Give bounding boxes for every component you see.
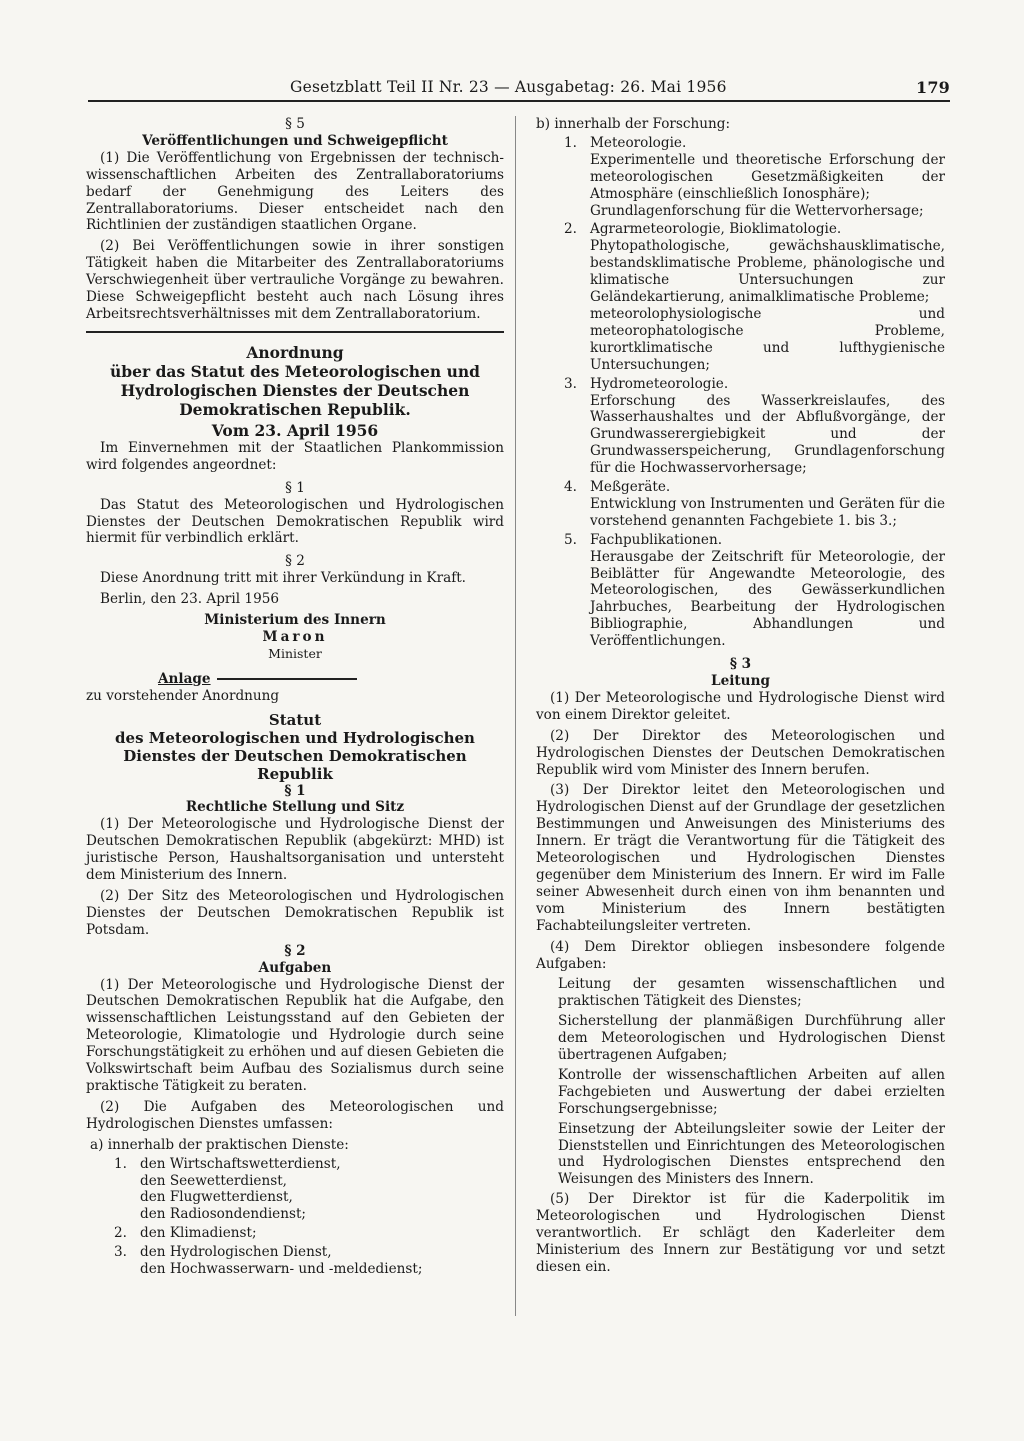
list-item-number: 2.	[114, 1225, 127, 1242]
list-item-number: 2.	[564, 221, 577, 238]
list-item-text: den Klimadienst;	[140, 1225, 257, 1242]
research-item-5-text-1: Herausgabe der Zeitschrift für Meteorologie, der Beiblätter für Angewandte Meteorologie, des Meteorologischen, des Gewässerkundlichen Jahrbuches, Bearbeitung der Hydrologischen Bibliographie, Abhandlungen und Veröffentlichungen.	[590, 548, 945, 650]
anordnung-title: Anordnung	[246, 342, 344, 362]
section-5-paragraph-2: (2) Bei Veröffentlichungen sowie in ihrer sonstigen Tätigkeit haben die Mitarbeiter des Zentrallaboratoriums Verschwiegenheit über vertrauliche Vorgänge zu bewahren. Diese Schweigepflicht besteht auch nach Lösung ihres Arbeitsrechtsverhältnisses mit dem Zentrallaboratorium.	[86, 238, 504, 322]
page-number: 179	[916, 78, 950, 97]
list-item-number: 5.	[564, 531, 577, 548]
director-duty-4: Einsetzung der Abteilungsleiter sowie der Leiter der Dienststellen und Einrichtungen des Meteorologischen und Hydrologischen Dienstes entsprechend den Weisungen des Ministers des Innern.	[558, 1120, 945, 1188]
research-item-1	[536, 135, 945, 152]
list-line: den Seewetterdienst,	[140, 1172, 287, 1189]
statut-subtitle: des Meteorologischen und Hydrologischen Dienstes der Deutschen Demokratischen Republik	[115, 728, 475, 783]
section-3-paragraph-1: (1) Der Meteorologische und Hydrologische Dienst wird von einem Direktor geleitet.	[536, 689, 945, 723]
list-line: den Hochwasserwarn- und -meldedienst;	[140, 1261, 423, 1278]
statut-section-2-paragraph-2: (2) Die Aufgaben des Meteorologischen und Hydrologischen Dienstes umfassen:	[86, 1098, 504, 1132]
research-item-1-text-2: Grundlagenforschung für die Wettervorhersage;	[590, 202, 924, 219]
anordnung-section-2-text: Diese Anordnung tritt mit ihrer Verkündung in Kraft.	[100, 570, 467, 587]
research-item-2-text-1: Phytopathologische, gewächshausklimatische, bestandsklimatische Probleme, phänologische und klimatische Untersuchungen zur Geländekartierung, animalklimatische Probleme;	[590, 238, 945, 306]
statut-section-1-paragraph-1: (1) Der Meteorologische und Hydrologische Dienst der Deutschen Demokratischen Republik (abgekürzt: MHD) ist juristische Person, Haushaltsorganisation und untersteht dem Ministerium des Innern.	[86, 816, 504, 884]
list-item	[86, 1244, 504, 1278]
anordnung-section-1-number: § 1	[285, 479, 305, 496]
statut-section-1-paragraph-2: (2) Der Sitz des Meteorologischen und Hydrologischen Dienstes der Deutschen Demokratischen Republik ist Potsdam.	[86, 888, 504, 938]
research-heading: b) innerhalb der Forschung:	[536, 116, 731, 132]
director-duty-3: Kontrolle der wissenschaftlichen Arbeiten auf allen Fachgebieten und Auswertung der dabei erzielten Forschungsergebnisse;	[558, 1066, 945, 1117]
section-3-paragraph-2: (2) Der Direktor des Meteorologischen und Hydrologischen Dienstes der Deutschen Demokratischen Republik wird vom Minister des Innern berufen.	[536, 727, 945, 778]
anlage-subtitle: zu vorstehender Anordnung	[86, 687, 280, 704]
list-line: den Wirtschaftswetterdienst,	[140, 1155, 341, 1172]
list-item-text	[140, 1244, 504, 1278]
anlage-rule	[217, 678, 357, 680]
section-divider	[86, 331, 504, 333]
ministry-name: Ministerium des Innern	[204, 612, 386, 629]
list-line: den Flugwetterdienst,	[140, 1189, 293, 1206]
list-item-title: Meßgeräte.	[590, 479, 671, 496]
section-3-title: Leitung	[711, 673, 770, 689]
list-item	[86, 1225, 504, 1242]
anordnung-section-1-text: Das Statut des Meteorologischen und Hydrologischen Dienstes der Deutschen Demokratischen Republik wird hiermit für verbindlich erklärt.	[86, 496, 504, 547]
research-item-4	[536, 479, 945, 496]
list-item-title: Meteorologie.	[590, 134, 687, 151]
list-item-number: 3.	[114, 1244, 127, 1261]
list-line: den Radiosondendienst;	[140, 1206, 306, 1223]
practical-services-heading: a) innerhalb der praktischen Dienste:	[90, 1136, 349, 1153]
anordnung-intro: Im Einvernehmen mit der Staatlichen Plankommission wird folgendes angeordnet:	[86, 439, 504, 473]
research-item-1-text-1: Experimentelle und theoretische Erforschung der meteorologischen Gesetzmäßigkeiten der Atmosphäre (einschließlich Ionosphäre);	[590, 151, 945, 202]
list-item-title: Hydrometeorologie.	[590, 375, 729, 392]
statut-section-2-number: § 2	[284, 942, 306, 959]
right-column	[536, 116, 945, 1280]
page-header	[88, 78, 950, 102]
signer-name: Maron	[262, 628, 328, 645]
section-3-paragraph-3: (3) Der Direktor leitet den Meteorologischen und Hydrologischen Dienst auf der Grundlage der gesetzlichen Bestimmungen und Anweisungen des Ministeriums des Innern. Er trägt die Verantwortung für die Tätigkeit des Meteorologischen und Hydrologischen Dienstes gegenüber dem Ministerium des Innern. Er wird im Falle seiner Abwesenheit durch einen von ihm benannten und vom Ministerium des Innern bestätigten Fachabteilungsleiter vertreten.	[536, 782, 945, 934]
list-item	[86, 1156, 504, 1224]
list-item-number: 4.	[564, 479, 577, 496]
header-rule	[88, 100, 950, 102]
statut-section-1-title: Rechtliche Stellung und Sitz	[185, 799, 405, 816]
anordnung-section-2-number: § 2	[285, 553, 305, 570]
research-item-4-text-1: Entwicklung von Instrumenten und Geräten für die vorstehend genannten Fachgebiete 1. bis 3.;	[590, 495, 945, 529]
list-line: den Hydrologischen Dienst,	[140, 1244, 332, 1261]
section-5-paragraph-1: (1) Die Veröffentlichung von Ergebnissen der technisch-wissenschaftlichen Arbeiten des Zentrallaboratoriums bedarf der Genehmigung des Leiters des Zentrallaboratoriums. Dieser entscheidet nach den Richtlinien der zuständigen staatlichen Organe.	[86, 149, 504, 234]
anlage-label: Anlage	[158, 670, 211, 687]
list-item-number: 1.	[564, 134, 577, 151]
director-duty-1: Leitung der gesamten wissenschaftlichen und praktischen Tätigkeit des Dienstes;	[558, 976, 945, 1010]
section-5-title: Veröffentlichungen und Schweigepflicht	[142, 132, 448, 149]
statut-title: Statut	[268, 710, 322, 729]
list-item-text	[140, 1156, 504, 1224]
signer-role: Minister	[268, 645, 322, 661]
list-item-number: 3.	[564, 375, 577, 392]
list-item-title: Agrarmeteorologie, Bioklimatologie.	[590, 221, 842, 238]
list-item-number: 1.	[114, 1155, 127, 1172]
section-3-number: § 3	[729, 656, 752, 673]
statut-section-2-paragraph-1: (1) Der Meteorologische und Hydrologische Dienst der Deutschen Demokratischen Republik hat die Aufgabe, den wissenschaftlichen Leistungsstand auf den Gebieten der Meteorologie, Klimatologie und Hydrologie durch seine Forschungstätigkeit zu erhöhen und auf diesen Gebieten die Volkswirtschaft beim Aufbau des Sozialismus durch seine praktische Tätigkeit zu beraten.	[86, 976, 504, 1094]
research-item-5	[536, 532, 945, 549]
header-title: Gesetzblatt Teil II Nr. 23 — Ausgabetag: 26. Mai 1956	[290, 78, 727, 96]
list-item-title: Fachpublikationen.	[590, 531, 723, 548]
left-column	[86, 116, 504, 1278]
statut-section-1-number: § 1	[284, 782, 306, 799]
statut-section-2-title: Aufgaben	[258, 959, 332, 976]
column-divider	[515, 116, 516, 1316]
section-5-number: § 5	[285, 116, 305, 132]
section-3-paragraph-5: (5) Der Direktor ist für die Kaderpolitik im Meteorologischen und Hydrologischen Dienst verantwortlich. Er schlägt den Kaderleiter dem Ministerium des Innern zur Bestätigung vor und setzt diesen ein.	[536, 1191, 945, 1275]
research-item-2	[536, 221, 945, 238]
research-item-3-text-1: Erforschung des Wasserkreislaufes, des Wasserhaushaltes und der Abflußvorgänge, der Grundwasserergiebigkeit und der Grundwasserspeicherung, Grundlagenforschung für die Hochwasservorhersage;	[590, 392, 945, 477]
anlage-row	[86, 671, 504, 688]
director-duty-2: Sicherstellung der planmäßigen Durchführung aller dem Meteorologischen und Hydrologischen Dienst übertragenen Aufgaben;	[558, 1013, 945, 1064]
section-3-paragraph-4: (4) Dem Direktor obliegen insbesondere folgende Aufgaben:	[536, 938, 945, 972]
anordnung-date: Vom 23. April 1956	[211, 420, 379, 440]
anordnung-subtitle: über das Statut des Meteorologischen und Hydrologischen Dienstes der Deutschen Demokratischen Republik.	[110, 361, 480, 419]
place-date: Berlin, den 23. April 1956	[100, 591, 280, 608]
research-item-3	[536, 376, 945, 393]
research-item-2-text-2: meteorolophysiologische und meteorophatologische Probleme, kurortklimatische und lufthygienische Untersuchungen;	[590, 305, 945, 373]
